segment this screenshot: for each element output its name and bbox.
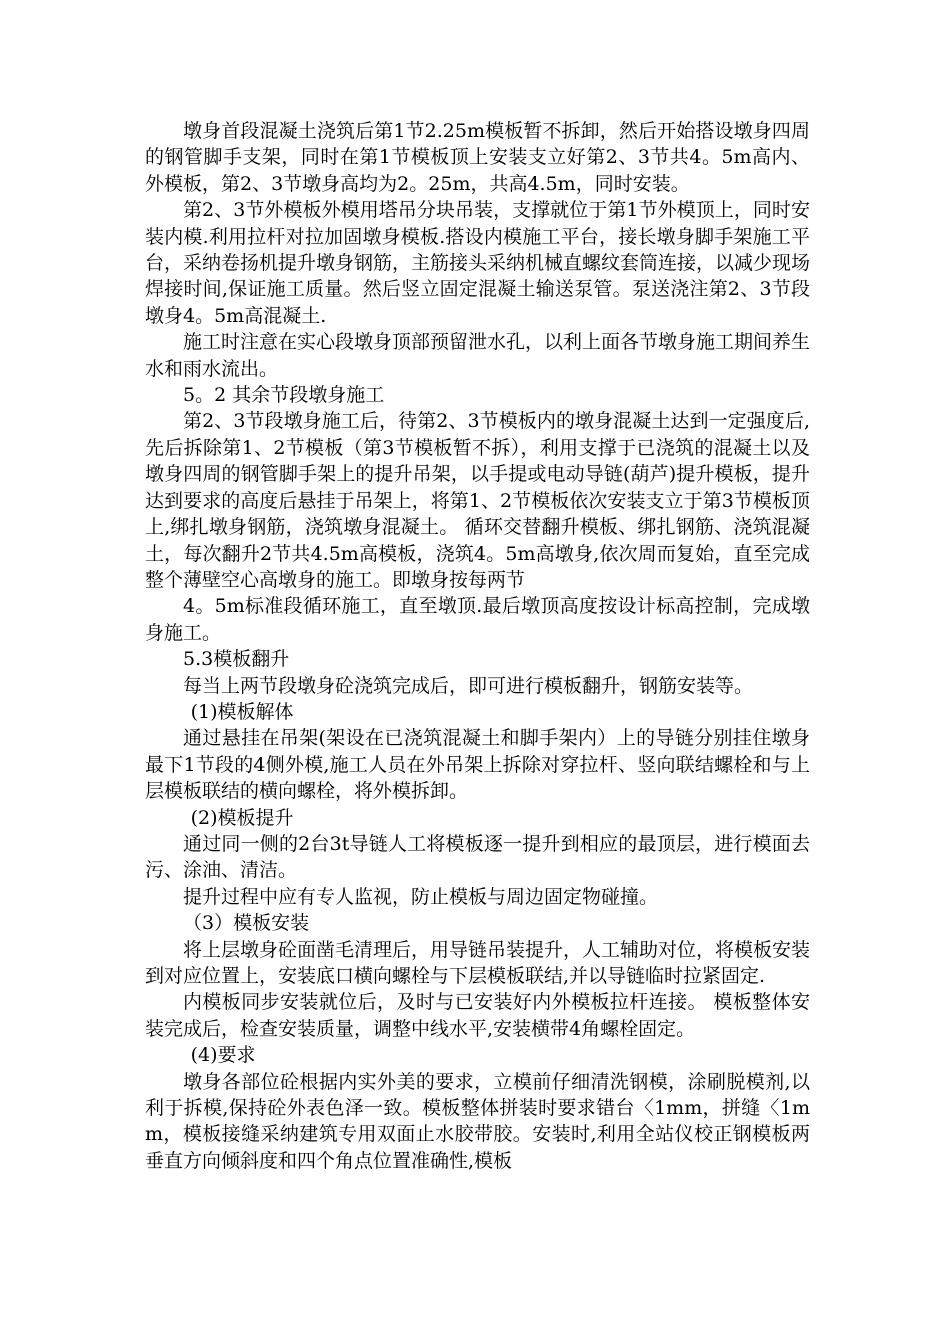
paragraph-outer-formwork: 第2、3节外模板外模用塔吊分块吊装，支撑就位于第1节外模顶上，同时安装内模.利用拉杆对拉加固墩身模板.搭设内模施工平台，接长墩身脚手架施工平台，采纳卷扬机提升墩身钢筋，主筋接头采纳机械直螺纹套筒连接，以减少现场焊接时间,保证施工质量。然后竖立固定混凝土输送泵管。泵送浇注第2、3节段墩身4。5m高混凝土. (145, 199, 811, 327)
heading-requirements: (4)要求 (190, 1044, 256, 1067)
paragraph-lifting: 通过同一侧的2台3t导链人工将模板逐一提升到相应的最顶层，进行模面去污、涂油、清洁。 (145, 832, 810, 882)
paragraph-requirements: 墩身各部位砼根据内实外美的要求，立模前仔细清洗钢模，涂刷脱模剂,以利于拆模,保持砼外表色泽一致。模板整体拼装时要求错台〈1mm，拼缝〈1mm，模板接缝采纳建筑专用双面止水胶带胶。安装时,利用全站仪校正钢模板两垂直方向倾斜度和四个角点位置准确性,模板 (145, 1070, 810, 1172)
paragraph-climbing-intro: 每当上两节段墩身砼浇筑完成后，即可进行模板翻升，钢筋安装等。 (183, 674, 754, 697)
paragraph-first-pour: 墩身首段混凝土浇筑后第1节2.25m模板暂不拆卸，然后开始搭设墩身四周的钢管脚手支架，同时在第1节模板顶上安装支立好第2、3节共4。5m高内、外模板，第2、3节墩身高均为2。25m，共高4.5m，同时安装。 (145, 120, 810, 195)
paragraph-installation: 将上层墩身砼面凿毛清理后，用导链吊装提升，人工辅助对位，将模板安装到对应位置上，安装底口横向螺栓与下层模板联结,并以导链临时拉紧固定. (145, 938, 811, 987)
heading-5-2: 5。2 其余节段墩身施工 (183, 384, 385, 407)
paragraph-standard-cycle: 4。5m标准段循环施工，直至墩顶.最后墩顶高度按设计标高控制，完成墩身施工。 (145, 595, 810, 644)
paragraph-inner-formwork: 内模板同步安装就位后，及时与已安装好内外模板拉杆连接。 模板整体安装完成后，检查安装质量，调整中线水平,安装横带4角螺栓固定。 (145, 991, 810, 1040)
heading-lifting: (2)模板提升 (190, 806, 294, 829)
heading-5-3: 5.3模板翻升 (183, 648, 290, 671)
paragraph-supervision: 提升过程中应有专人监视，防止模板与周边固定物碰撞。 (183, 885, 659, 908)
paragraph-drain-holes: 施工时注意在实心段墩身顶部预留泄水孔，以利上面各节墩身施工期间养生水和雨水流出。 (145, 331, 811, 380)
paragraph-disassembly: 通过悬挂在吊架(架设在已浇筑混凝土和脚手架内）上的导链分别挂住墩身最下1节段的4侧外模,施工人员在外吊架上拆除对穿拉杆、竖向联结螺栓和与上层模板联结的横向螺栓，将外模拆卸。 (145, 727, 810, 803)
heading-installation: （3）模板安装 (183, 912, 310, 935)
heading-disassembly: (1)模板解体 (190, 700, 294, 723)
paragraph-remaining-segments: 第2、3节段墩身施工后，待第2、3节模板内的墩身混凝土达到一定强度后,先后拆除第1、2节模板（第3节模板暂不拆），利用支撑于已浇筑的混凝土以及墩身四周的钢管脚手架上的提升吊架，以手提或电动导链(葫芦)提升模板，提升达到要求的高度后悬挂于吊架上，将第1、2节模板依次安装支立于第3节模板顶上,绑扎墩身钢筋，浇筑墩身混凝土。 循环交替翻升模板、绑扎钢筋、浇筑混凝土，每次翻升2节共4.5m高模板，浇筑4。5m高墩身,依次周而复始，直至完成整个薄壁空心高墩身的施工。即墩身按每两节 (145, 410, 810, 591)
